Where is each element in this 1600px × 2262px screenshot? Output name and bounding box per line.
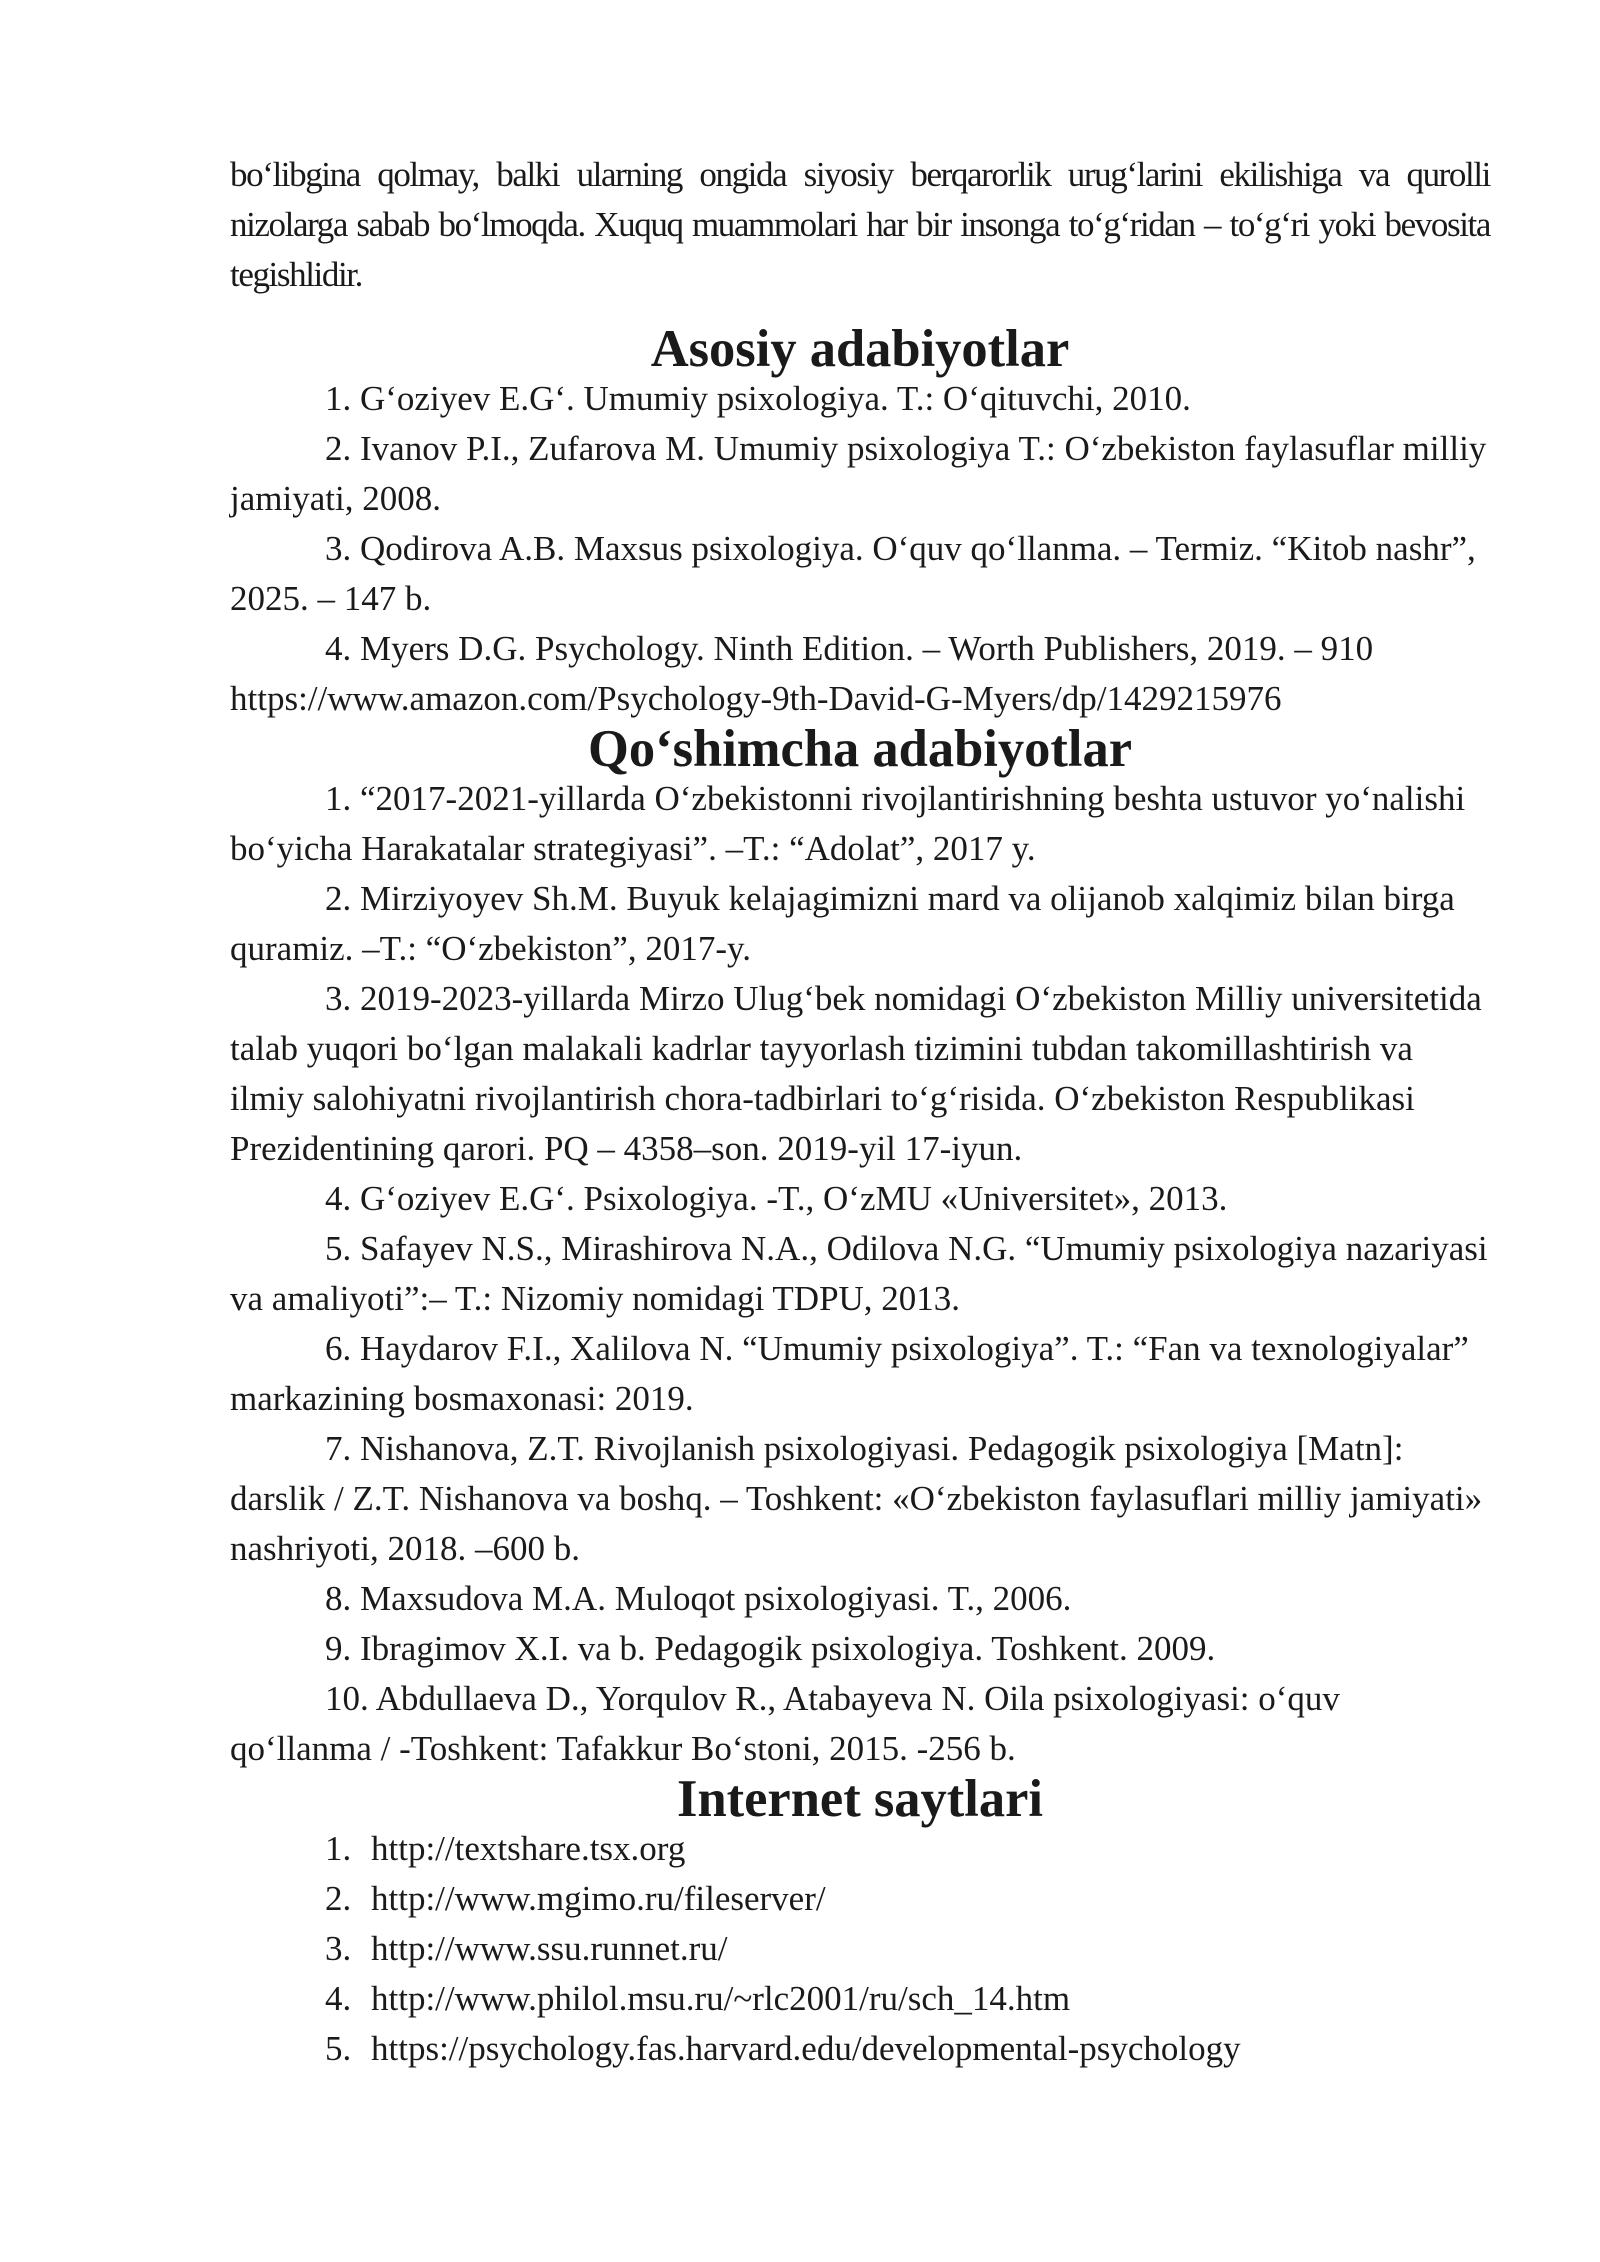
extra-ref-7 [230, 1424, 1490, 1574]
ref-text: G‘oziyev E.G‘. Psixologiya. -T., O‘zMU «Universitet», 2013. [360, 1179, 1228, 1218]
ref-text: 2019-2023-yillarda Mirzo Ulug‘bek nomidagi O‘zbekiston Milliy universitetida talab yuqori bo‘lgan malakali kadrlar tayyorlash tizimini tubdan takomillashtirish va ilmiy salohiyatni rivojlantirish chora-tadbirlari to‘g‘risida. O‘zbekiston Respublikasi Prezidentining qarori. PQ – 4358–son. 2019-yil 17-iyun. [230, 979, 1482, 1168]
site-link[interactable]: http://www.philol.msu.ru/~rlc2001/ru/sch_14.htm [371, 1979, 1071, 2018]
extra-ref-4 [230, 1174, 1490, 1224]
extra-ref-8 [230, 1574, 1490, 1624]
ref-number: 4. [325, 629, 352, 668]
intro-paragraph: bo‘libgina qolmay, balki ularning ongida siyosiy berqarorlik urug‘larini ekilishiga va qurolli nizolarga sabab bo‘lmoqda. Xuquq muammolari har bir insonga to‘g‘ridan – to‘g‘ri yoki bevosita tegishlidir. [230, 155, 1490, 294]
ref-number: 9. [325, 1629, 352, 1668]
ref-number: 1. [325, 779, 352, 818]
main-ref-1 [230, 374, 1490, 424]
site-link[interactable]: http://www.ssu.runnet.ru/ [371, 1929, 728, 1968]
extra-ref-3 [230, 974, 1490, 1174]
site-item-5 [230, 2024, 1490, 2074]
ref-number: 4. [325, 1179, 352, 1218]
ref-number: 7. [325, 1429, 352, 1468]
main-literature-list [230, 374, 1490, 724]
site-item-3 [230, 1924, 1490, 1974]
ref-text: Ivanov P.I., Zufarova M. Umumiy psixologiya T.: O‘zbekiston faylasuflar milliy jamiyati, 2008. [230, 429, 1487, 518]
document-page [230, 150, 1490, 2074]
ref-text: Ibragimov X.I. va b. Pedagogik psixologiya. Toshkent. 2009. [360, 1629, 1216, 1668]
main-literature-heading: Asosiy adabiyotlar [650, 320, 1070, 378]
ref-number: 2. [325, 429, 352, 468]
internet-sites-heading: Internet saytlari [677, 1770, 1043, 1828]
site-number: 2. [325, 1879, 352, 1918]
site-item-2 [230, 1874, 1490, 1924]
ref-number: 3. [325, 979, 352, 1018]
extra-ref-1 [230, 774, 1490, 874]
ref-number: 1. [325, 379, 352, 418]
site-link[interactable]: http://textshare.tsx.org [371, 1829, 686, 1868]
ref-number: 10. [325, 1679, 369, 1718]
ref-text: Safayev N.S., Mirashirova N.A., Odilova N.G. “Umumiy psixologiya nazariyasi va amaliyoti”:– T.: Nizomiy nomidagi TDPU, 2013. [230, 1229, 1488, 1318]
ref-text: “2017-2021-yillarda O‘zbekistonni rivojlantirishning beshta ustuvor yo‘nalishi bo‘yicha Harakatalar strategiyasi”. –T.: “Adolat”, 2017 y. [230, 779, 1466, 868]
ref-number: 8. [325, 1579, 352, 1618]
main-ref-4 [230, 624, 1490, 724]
site-item-1 [230, 1824, 1490, 1874]
extra-ref-6 [230, 1324, 1490, 1424]
ref-number: 6. [325, 1329, 352, 1368]
main-ref-2 [230, 424, 1490, 524]
ref-text: Nishanova, Z.T. Rivojlanish psixologiyasi. Pedagogik psixologiya [Matn]: darslik / Z.T. Nishanova va boshq. – Toshkent: «O‘zbekiston faylasuflari milliy jamiyati» nashriyoti, 2018. –600 b. [230, 1429, 1483, 1568]
ref-number: 2. [325, 879, 352, 918]
extra-ref-2 [230, 874, 1490, 974]
ref-text: Mirziyoyev Sh.M. Buyuk kelajagimizni mard va olijanob xalqimiz bilan birga quramiz. –T.: “O‘zbekiston”, 2017-y. [230, 879, 1455, 968]
ref-number: 3. [325, 529, 352, 568]
site-link[interactable]: https://psychology.fas.harvard.edu/developmental-psychology [371, 2029, 1241, 2068]
site-number: 5. [325, 2029, 352, 2068]
site-item-4 [230, 1974, 1490, 2024]
site-number: 3. [325, 1929, 352, 1968]
internet-sites-list [230, 1824, 1490, 2074]
site-number: 4. [325, 1979, 352, 2018]
site-link[interactable]: http://www.mgimo.ru/fileserver/ [371, 1879, 826, 1918]
site-number: 1. [325, 1829, 352, 1868]
ref-text: Myers D.G. Psychology. Ninth Edition. – Worth Publishers, 2019. – 910 https://www.amazon.com/Psychology-9th-David-G-Myers/dp/1429215976 [230, 629, 1374, 718]
additional-literature-list [230, 774, 1490, 1774]
extra-ref-9 [230, 1624, 1490, 1674]
extra-ref-5 [230, 1224, 1490, 1324]
ref-text: G‘oziyev E.G‘. Umumiy psixologiya. T.: O‘qituvchi, 2010. [360, 379, 1191, 418]
ref-text: Qodirova A.B. Maxsus psixologiya. O‘quv qo‘llanma. – Termiz. “Kitob nashr”, 2025. – 147 b. [230, 529, 1476, 618]
main-ref-3 [230, 524, 1490, 624]
extra-ref-10 [230, 1674, 1490, 1774]
ref-number: 5. [325, 1229, 352, 1268]
ref-text: Maxsudova M.A. Muloqot psixologiyasi. T., 2006. [360, 1579, 1072, 1618]
additional-literature-heading: Qo‘shimcha adabiyotlar [588, 720, 1132, 778]
ref-text: Abdullaeva D., Yorqulov R., Atabayeva N. Oila psixologiyasi: o‘quv qo‘llanma / -Toshkent: Tafakkur Bo‘stoni, 2015. -256 b. [230, 1679, 1340, 1768]
ref-text: Haydarov F.I., Xalilova N. “Umumiy psixologiya”. T.: “Fan va texnologiyalar” markazining bosmaxonasi: 2019. [230, 1329, 1469, 1418]
